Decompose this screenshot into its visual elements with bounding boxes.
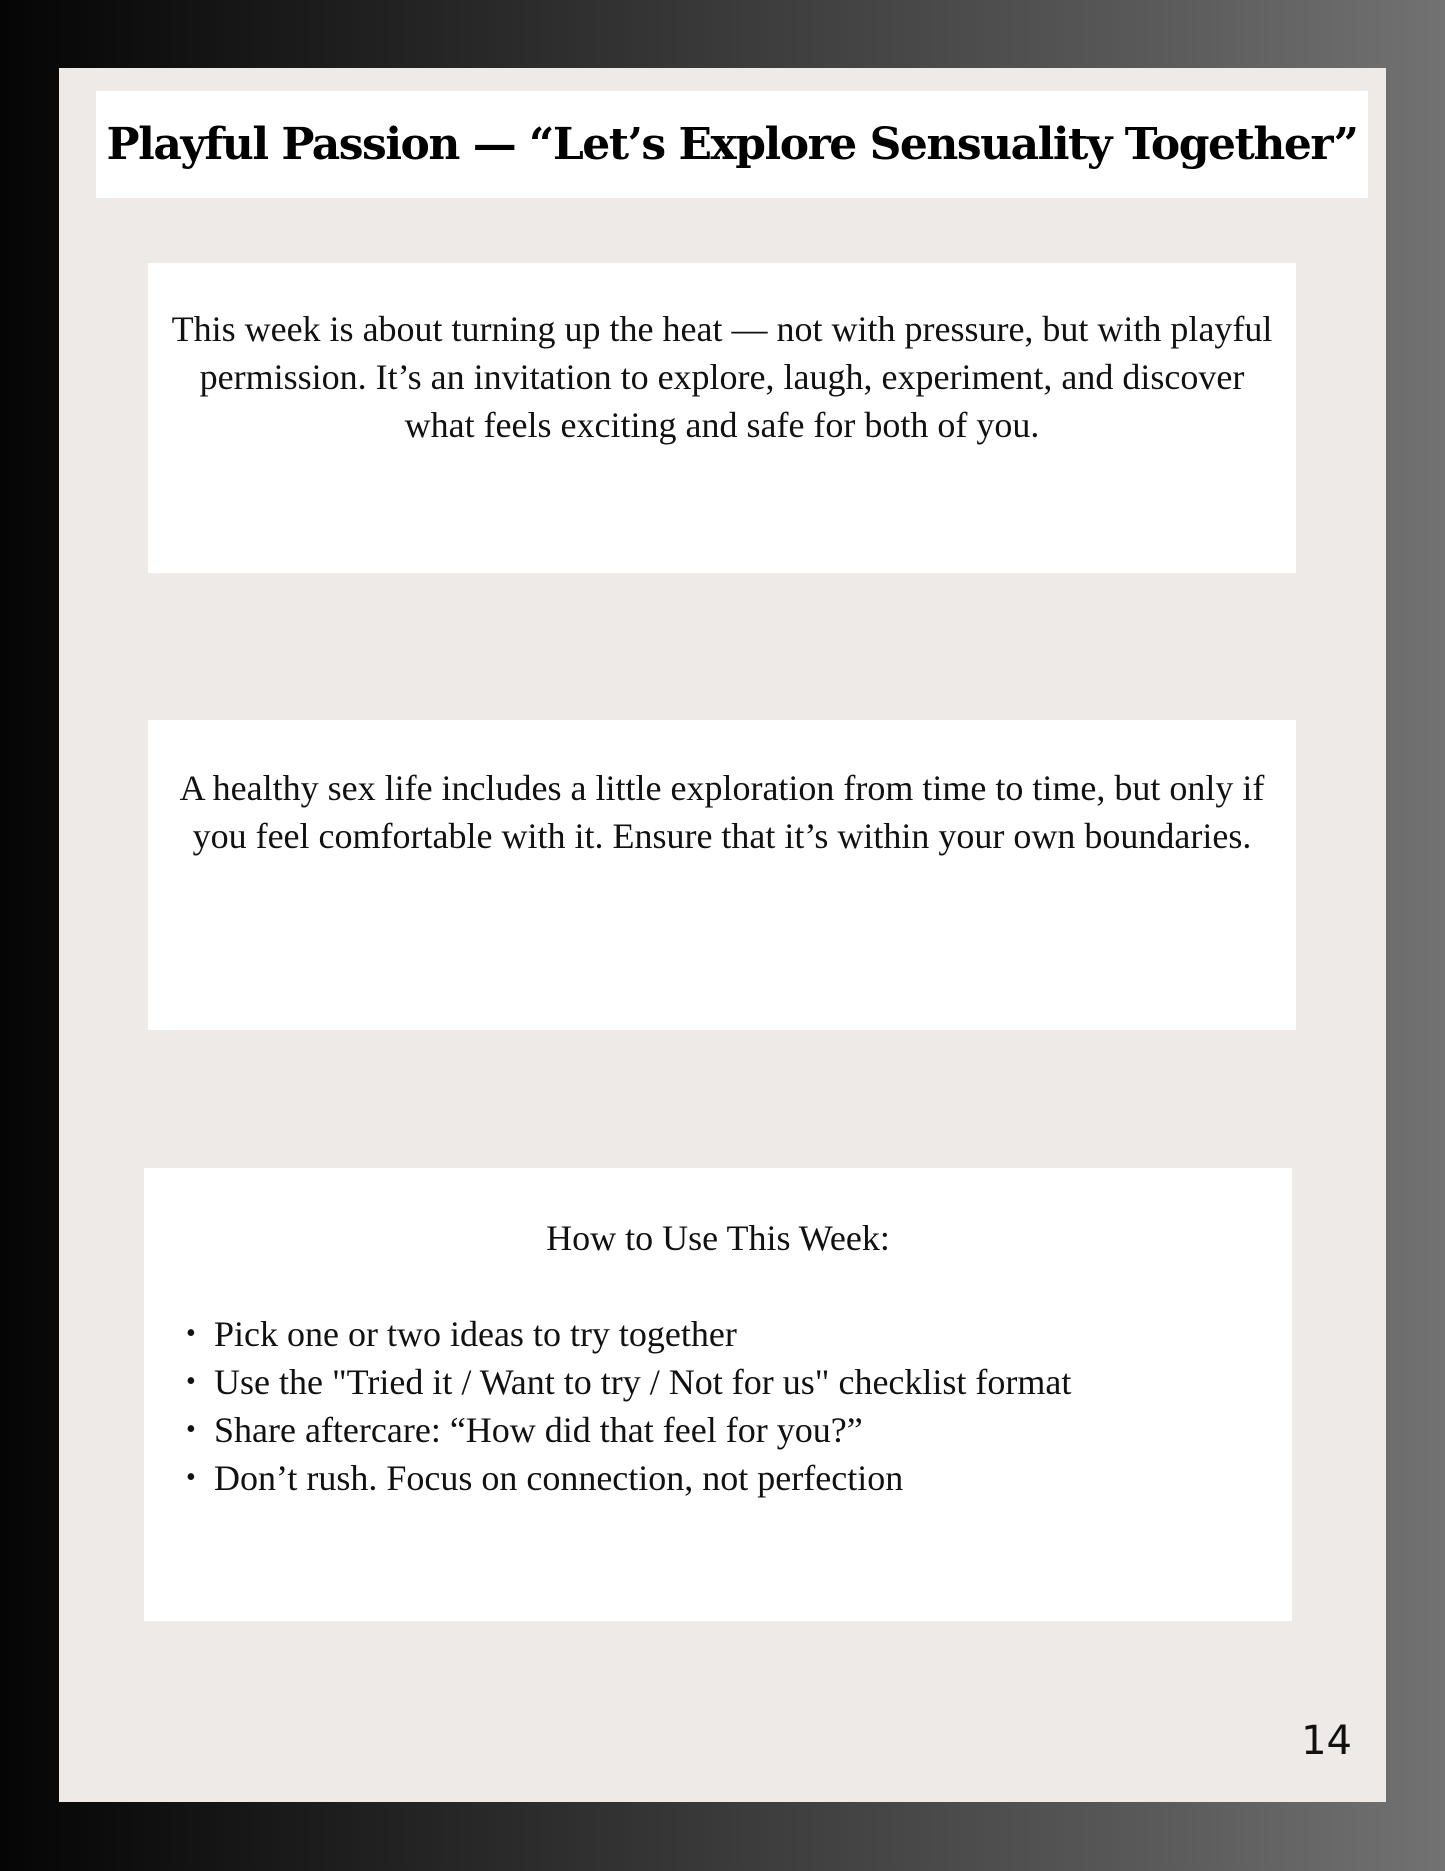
list-item xyxy=(184,1454,1272,1502)
list-item xyxy=(184,1310,1272,1358)
title-banner xyxy=(96,91,1368,198)
boundaries-text: A healthy sex life includes a little exploration from time to time, but only if you feel comfortable with it. Ensure that it’s within your own boundaries. xyxy=(179,768,1265,856)
list-item xyxy=(184,1406,1272,1454)
list-item-text: Don’t rush. Focus on connection, not perfection xyxy=(214,1458,904,1498)
list-item-text: Share aftercare: “How did that feel for you?” xyxy=(214,1410,863,1450)
list-item-text: Use the "Tried it / Want to try / Not for us" checklist format xyxy=(214,1362,1072,1402)
how-to-use-card xyxy=(144,1168,1292,1621)
bullet-icon: • xyxy=(186,1318,196,1349)
page-number: 14 xyxy=(1301,1718,1352,1764)
intro-text: This week is about turning up the heat — not with pressure, but with playful permission. It’s an invitation to explore, laugh, experiment, and discover what feels exciting and safe for both of you. xyxy=(171,309,1273,445)
list-item xyxy=(184,1358,1272,1406)
bullet-icon: • xyxy=(186,1366,196,1397)
page-sheet xyxy=(59,68,1386,1802)
bullet-icon: • xyxy=(186,1462,196,1493)
boundaries-card xyxy=(148,720,1296,1030)
page-title: Playful Passion — “Let’s Explore Sensuality Together” xyxy=(106,119,1358,170)
bullet-icon: • xyxy=(186,1414,196,1445)
how-to-use-heading: How to Use This Week: xyxy=(546,1218,890,1258)
tips-list xyxy=(184,1310,1272,1502)
list-item-text: Pick one or two ideas to try together xyxy=(214,1314,737,1354)
intro-card xyxy=(148,263,1296,573)
